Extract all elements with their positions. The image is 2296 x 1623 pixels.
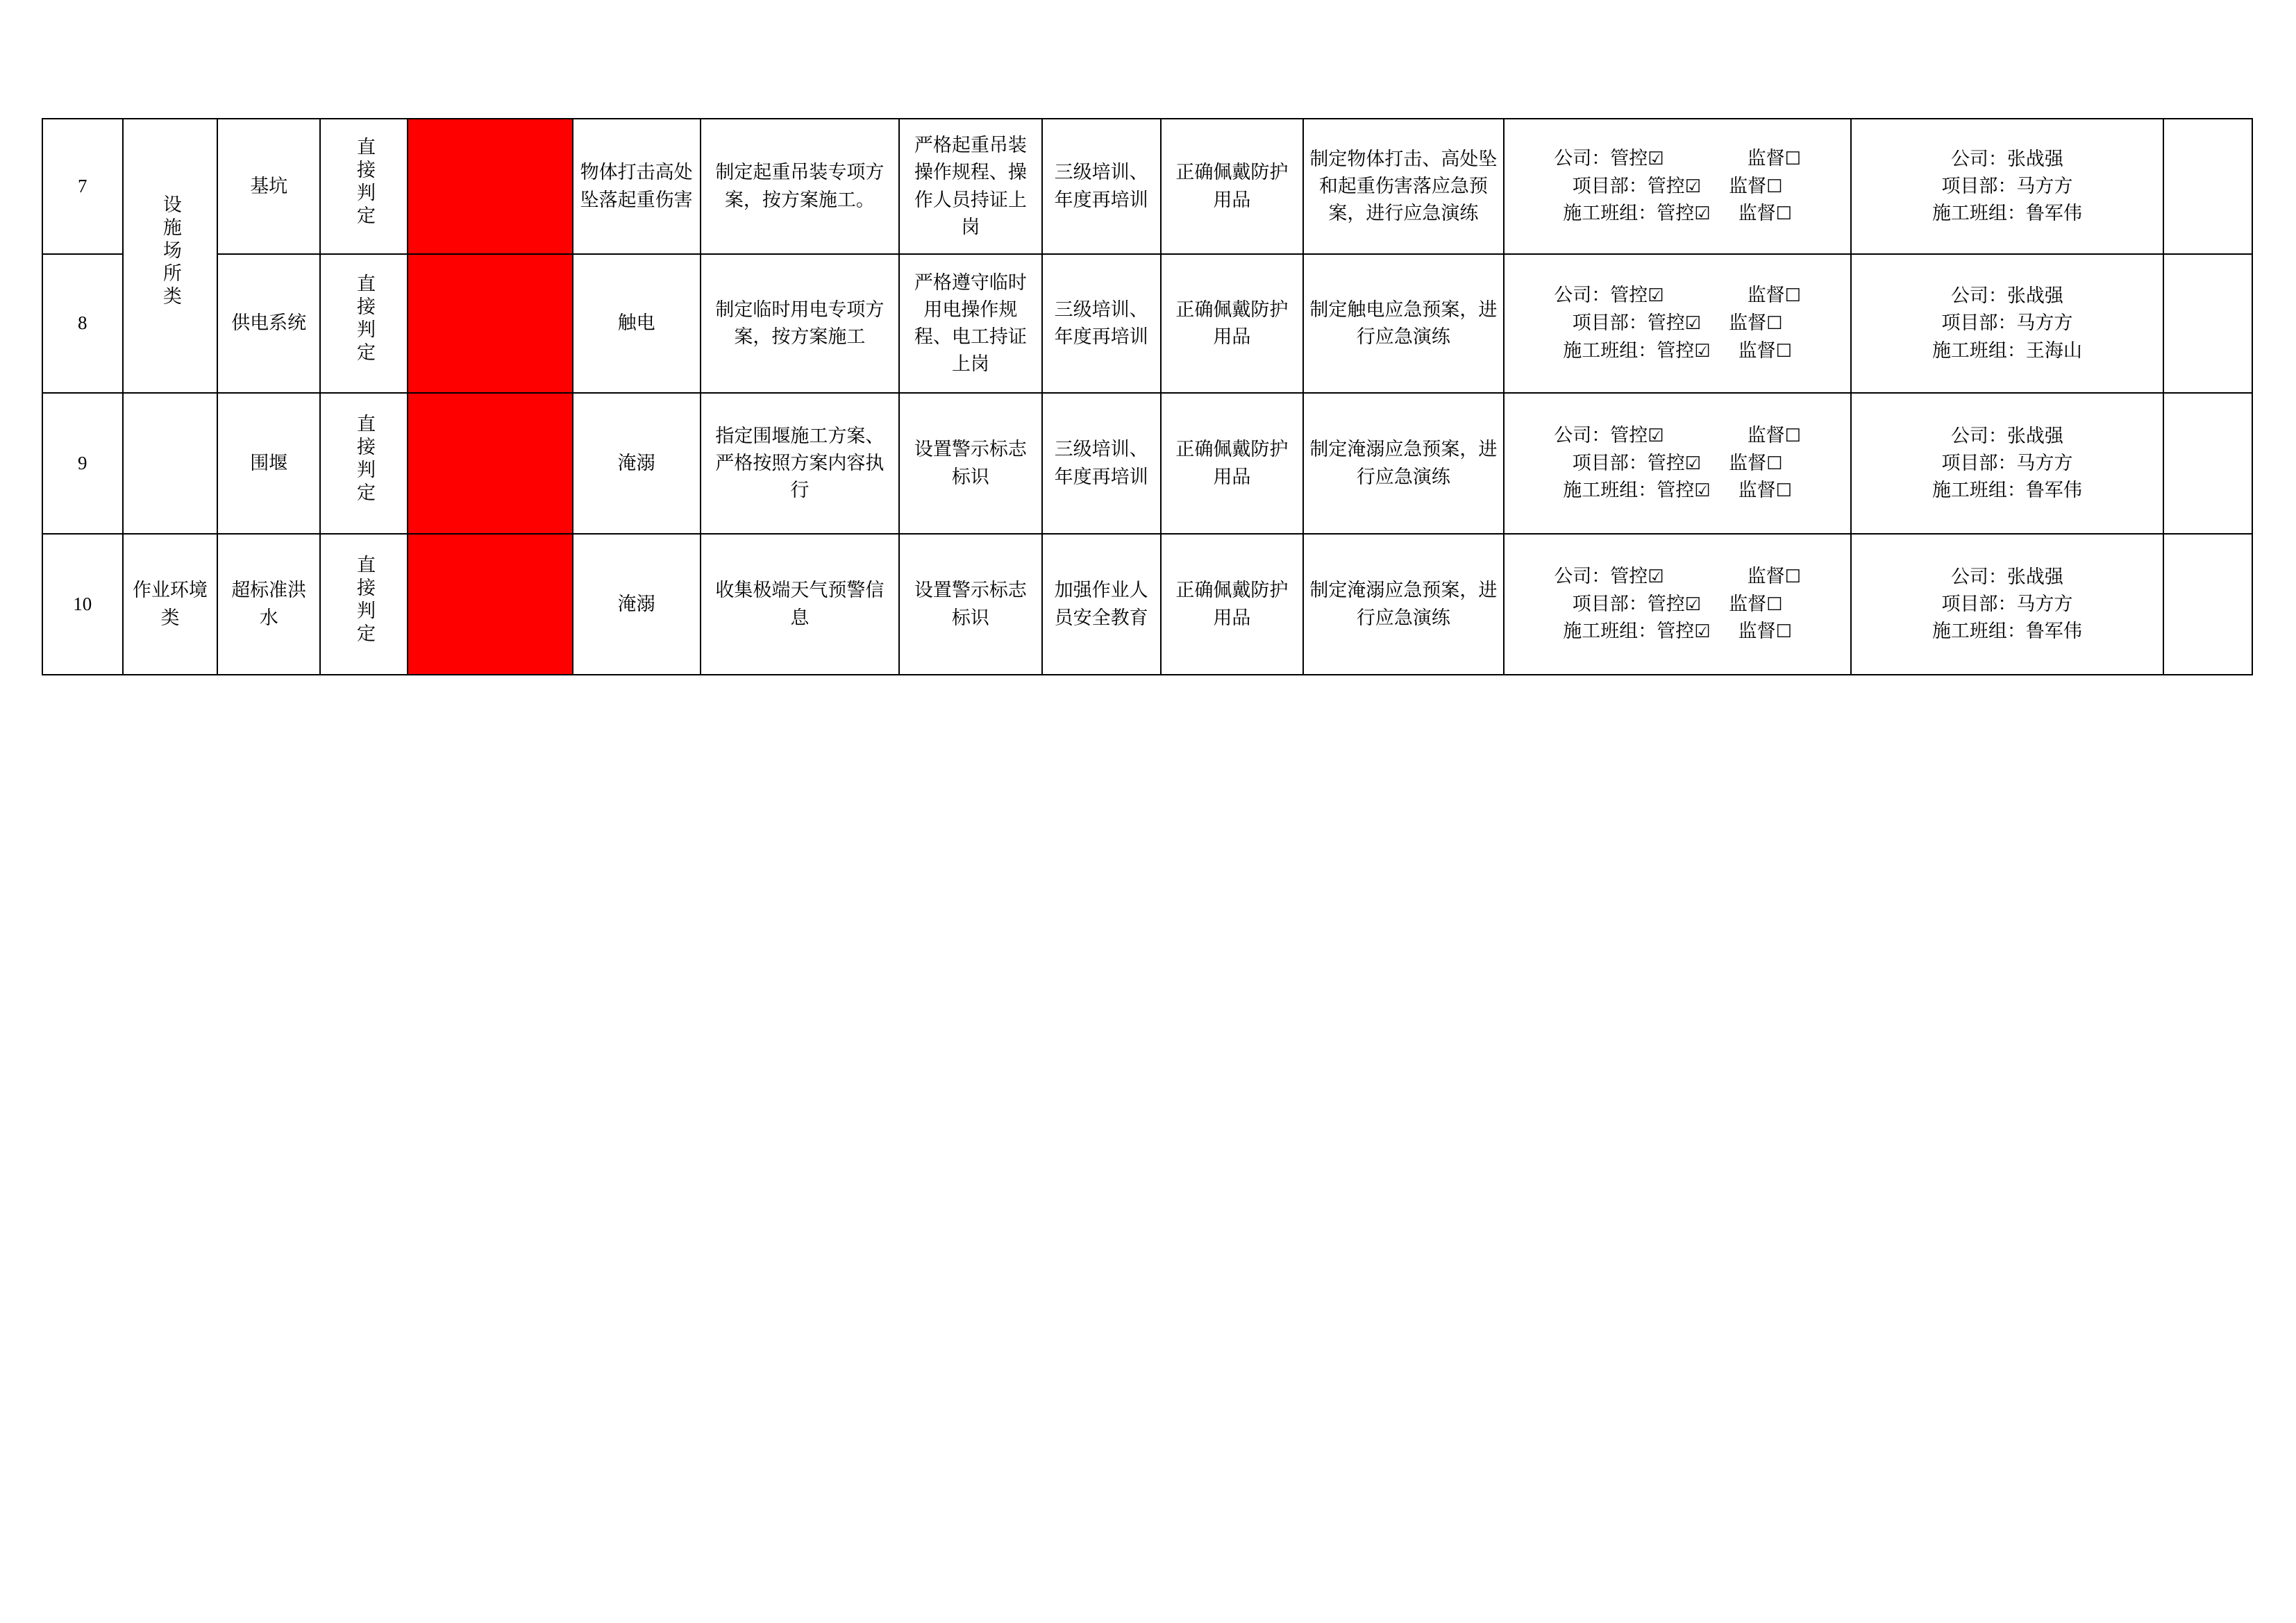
emergency-measure-cell: 制定触电应急预案，进行应急演练 bbox=[1303, 254, 1504, 393]
control-label: 管控 bbox=[1657, 621, 1695, 642]
supervise-checkbox[interactable]: ☐ bbox=[1784, 425, 1801, 446]
supervise-label: 监督 bbox=[1747, 285, 1785, 306]
supervise-checkbox[interactable]: ☐ bbox=[1784, 285, 1801, 307]
supervise-checkbox[interactable]: ☐ bbox=[1766, 176, 1783, 197]
person-line: 项目部：马方方 bbox=[1941, 312, 2073, 334]
control-label: 管控 bbox=[1610, 565, 1648, 587]
hazard-type-cell: 淹溺 bbox=[573, 534, 701, 675]
method-cell bbox=[320, 393, 408, 534]
emergency-measure-cell: 制定淹溺应急预案，进行应急演练 bbox=[1303, 393, 1504, 534]
control-label: 管控 bbox=[1657, 339, 1695, 361]
person-line: 公司：张战强 bbox=[1950, 285, 2063, 307]
risk-level-label: 重大风险 bbox=[451, 312, 529, 334]
object-cell: 围堰 bbox=[217, 393, 320, 534]
row-number: 8 bbox=[42, 254, 123, 393]
risk-assessment-table bbox=[42, 118, 2253, 675]
responsibility-cell bbox=[1504, 534, 1852, 675]
method-label: 直接判定 bbox=[353, 413, 375, 505]
responsibility-label: 施工班组： bbox=[1563, 621, 1657, 642]
training-measure-cell: 三级培训、年度再培训 bbox=[1042, 393, 1161, 534]
method-label: 直接判定 bbox=[353, 274, 375, 366]
responsibility-line bbox=[1510, 618, 1845, 646]
risk-level-label: 重大风险 bbox=[451, 593, 529, 614]
management-measure-cell: 设置警示标志标识 bbox=[899, 534, 1041, 675]
control-label: 管控 bbox=[1647, 593, 1685, 614]
object-cell: 超标准洪水 bbox=[217, 534, 320, 675]
supervise-label: 监督 bbox=[1747, 424, 1785, 446]
person-line: 施工班组：王海山 bbox=[1932, 339, 2082, 361]
responsibility-label: 施工班组： bbox=[1563, 203, 1657, 224]
responsible-person-cell bbox=[1851, 534, 2163, 675]
emergency-measure-cell: 制定淹溺应急预案，进行应急演练 bbox=[1303, 534, 1504, 675]
supervise-checkbox[interactable]: ☐ bbox=[1775, 340, 1792, 362]
remark-cell bbox=[2163, 119, 2252, 254]
table-row bbox=[42, 393, 2252, 534]
responsibility-label: 施工班组： bbox=[1563, 480, 1657, 501]
supervise-label: 监督 bbox=[1729, 312, 1767, 334]
training-measure-cell: 三级培训、年度再培训 bbox=[1042, 254, 1161, 393]
supervise-label: 监督 bbox=[1729, 452, 1767, 473]
ppe-measure-cell: 正确佩戴防护用品 bbox=[1161, 534, 1303, 675]
category-cell: 作业环境类 bbox=[123, 534, 218, 675]
risk-level-label: 重大风险 bbox=[451, 175, 529, 196]
row-number: 10 bbox=[42, 534, 123, 675]
responsibility-line bbox=[1510, 173, 1845, 201]
remark-cell bbox=[2163, 254, 2252, 393]
person-line: 施工班组：鲁军伟 bbox=[1932, 621, 2082, 642]
category-cell bbox=[123, 119, 218, 393]
responsible-person-cell bbox=[1851, 254, 2163, 393]
engineering-measure-cell: 收集极端天气预警信息 bbox=[701, 534, 900, 675]
engineering-measure-cell: 制定临时用电专项方案，按方案施工 bbox=[701, 254, 900, 393]
control-checkbox[interactable]: ☑ bbox=[1694, 621, 1711, 643]
control-checkbox[interactable]: ☑ bbox=[1694, 340, 1711, 362]
supervise-checkbox[interactable]: ☐ bbox=[1775, 480, 1792, 502]
risk-level-cell bbox=[408, 534, 572, 675]
person-line: 施工班组：鲁军伟 bbox=[1932, 480, 2082, 501]
responsibility-label: 项目部： bbox=[1572, 452, 1648, 473]
method-cell bbox=[320, 254, 408, 393]
row-number: 9 bbox=[42, 393, 123, 534]
object-cell: 基坑 bbox=[217, 119, 320, 254]
responsibility-line bbox=[1510, 145, 1845, 173]
supervise-checkbox[interactable]: ☐ bbox=[1766, 453, 1783, 474]
responsibility-line bbox=[1510, 337, 1845, 365]
table-row bbox=[42, 534, 2252, 675]
supervise-label: 监督 bbox=[1738, 621, 1776, 642]
supervise-checkbox[interactable]: ☐ bbox=[1775, 621, 1792, 643]
control-label: 管控 bbox=[1610, 285, 1648, 306]
management-measure-cell: 严格起重吊装操作规程、操作人员持证上岗 bbox=[899, 119, 1041, 254]
control-label: 管控 bbox=[1610, 147, 1648, 169]
person-line: 公司：张战强 bbox=[1950, 566, 2063, 587]
category-cell bbox=[123, 393, 218, 534]
control-checkbox[interactable]: ☑ bbox=[1684, 594, 1702, 615]
responsibility-line bbox=[1510, 477, 1845, 505]
responsible-person-cell bbox=[1851, 119, 2163, 254]
person-line: 施工班组：鲁军伟 bbox=[1932, 203, 2082, 224]
ppe-measure-cell: 正确佩戴防护用品 bbox=[1161, 119, 1303, 254]
engineering-measure-cell: 指定围堰施工方案、严格按照方案内容执行 bbox=[701, 393, 900, 534]
engineering-measure-cell: 制定起重吊装专项方案，按方案施工。 bbox=[701, 119, 900, 254]
management-measure-cell: 设置警示标志标识 bbox=[899, 393, 1041, 534]
control-label: 管控 bbox=[1657, 203, 1695, 224]
remark-cell bbox=[2163, 534, 2252, 675]
control-label: 管控 bbox=[1647, 175, 1685, 196]
responsibility-cell bbox=[1504, 254, 1852, 393]
supervise-label: 监督 bbox=[1729, 175, 1767, 196]
training-measure-cell: 加强作业人员安全教育 bbox=[1042, 534, 1161, 675]
method-cell bbox=[320, 119, 408, 254]
hazard-type-cell: 触电 bbox=[573, 254, 701, 393]
management-measure-cell: 严格遵守临时用电操作规 程、电工持证上岗 bbox=[899, 254, 1041, 393]
person-line: 项目部：马方方 bbox=[1941, 593, 2073, 614]
risk-level-label: 重大风险 bbox=[451, 452, 529, 473]
control-checkbox[interactable]: ☑ bbox=[1648, 285, 1664, 307]
responsibility-line bbox=[1510, 591, 1845, 619]
remark-cell bbox=[2163, 393, 2252, 534]
supervise-label: 监督 bbox=[1747, 147, 1785, 169]
person-line: 公司：张战强 bbox=[1950, 148, 2063, 169]
control-label: 管控 bbox=[1657, 480, 1695, 501]
person-line: 项目部：马方方 bbox=[1941, 175, 2073, 196]
responsibility-line bbox=[1510, 282, 1845, 310]
responsibility-line bbox=[1510, 310, 1845, 337]
emergency-measure-cell: 制定物体打击、高处坠和起重伤害落应急预案，进行应急演练 bbox=[1303, 119, 1504, 254]
responsibility-label: 施工班组： bbox=[1563, 339, 1657, 361]
responsible-person-cell bbox=[1851, 393, 2163, 534]
supervise-label: 监督 bbox=[1738, 339, 1776, 361]
responsibility-line bbox=[1510, 450, 1845, 478]
hazard-type-cell: 淹溺 bbox=[573, 393, 701, 534]
control-checkbox[interactable]: ☑ bbox=[1648, 148, 1664, 169]
control-checkbox[interactable]: ☑ bbox=[1684, 453, 1702, 474]
table-row bbox=[42, 254, 2252, 393]
ppe-measure-cell: 正确佩戴防护用品 bbox=[1161, 254, 1303, 393]
control-checkbox[interactable]: ☑ bbox=[1684, 313, 1702, 335]
supervise-checkbox[interactable]: ☐ bbox=[1766, 594, 1783, 615]
ppe-measure-cell: 正确佩戴防护用品 bbox=[1161, 393, 1303, 534]
method-label: 直接判定 bbox=[353, 554, 375, 646]
risk-level-cell bbox=[408, 393, 572, 534]
supervise-label: 监督 bbox=[1747, 565, 1785, 587]
table-row bbox=[42, 119, 2252, 254]
control-checkbox[interactable]: ☑ bbox=[1694, 480, 1711, 502]
person-line: 公司：张战强 bbox=[1950, 425, 2063, 446]
method-label: 直接判定 bbox=[353, 136, 375, 228]
supervise-label: 监督 bbox=[1738, 203, 1776, 224]
responsibility-label: 公司： bbox=[1554, 565, 1611, 587]
supervise-checkbox[interactable]: ☐ bbox=[1784, 148, 1801, 169]
person-line: 项目部：马方方 bbox=[1941, 452, 2073, 473]
responsibility-cell bbox=[1504, 393, 1852, 534]
method-cell bbox=[320, 534, 408, 675]
responsibility-label: 公司： bbox=[1554, 147, 1611, 169]
object-cell: 供电系统 bbox=[217, 254, 320, 393]
control-checkbox[interactable]: ☑ bbox=[1694, 203, 1711, 225]
control-label: 管控 bbox=[1647, 312, 1685, 334]
supervise-label: 监督 bbox=[1738, 480, 1776, 501]
control-label: 管控 bbox=[1647, 452, 1685, 473]
responsibility-label: 公司： bbox=[1554, 285, 1611, 306]
risk-level-cell bbox=[408, 254, 572, 393]
responsibility-label: 公司： bbox=[1554, 424, 1611, 446]
supervise-checkbox[interactable]: ☐ bbox=[1784, 566, 1801, 587]
responsibility-line bbox=[1510, 563, 1845, 591]
responsibility-line bbox=[1510, 422, 1845, 450]
control-label: 管控 bbox=[1610, 424, 1648, 446]
supervise-checkbox[interactable]: ☐ bbox=[1766, 313, 1783, 335]
responsibility-label: 项目部： bbox=[1572, 175, 1648, 196]
training-measure-cell: 三级培训、年度再培训 bbox=[1042, 119, 1161, 254]
control-checkbox[interactable]: ☑ bbox=[1684, 176, 1702, 197]
supervise-checkbox[interactable]: ☐ bbox=[1775, 203, 1792, 225]
category-label: 设施场所类 bbox=[160, 194, 181, 310]
responsibility-line bbox=[1510, 200, 1845, 228]
control-checkbox[interactable]: ☑ bbox=[1648, 566, 1664, 587]
responsibility-cell bbox=[1504, 119, 1852, 254]
control-checkbox[interactable]: ☑ bbox=[1648, 425, 1664, 446]
row-number: 7 bbox=[42, 119, 123, 254]
supervise-label: 监督 bbox=[1729, 593, 1767, 614]
responsibility-label: 项目部： bbox=[1572, 312, 1648, 334]
responsibility-label: 项目部： bbox=[1572, 593, 1648, 614]
risk-level-cell bbox=[408, 119, 572, 254]
hazard-type-cell: 物体打击高处坠落起重伤害 bbox=[573, 119, 701, 254]
